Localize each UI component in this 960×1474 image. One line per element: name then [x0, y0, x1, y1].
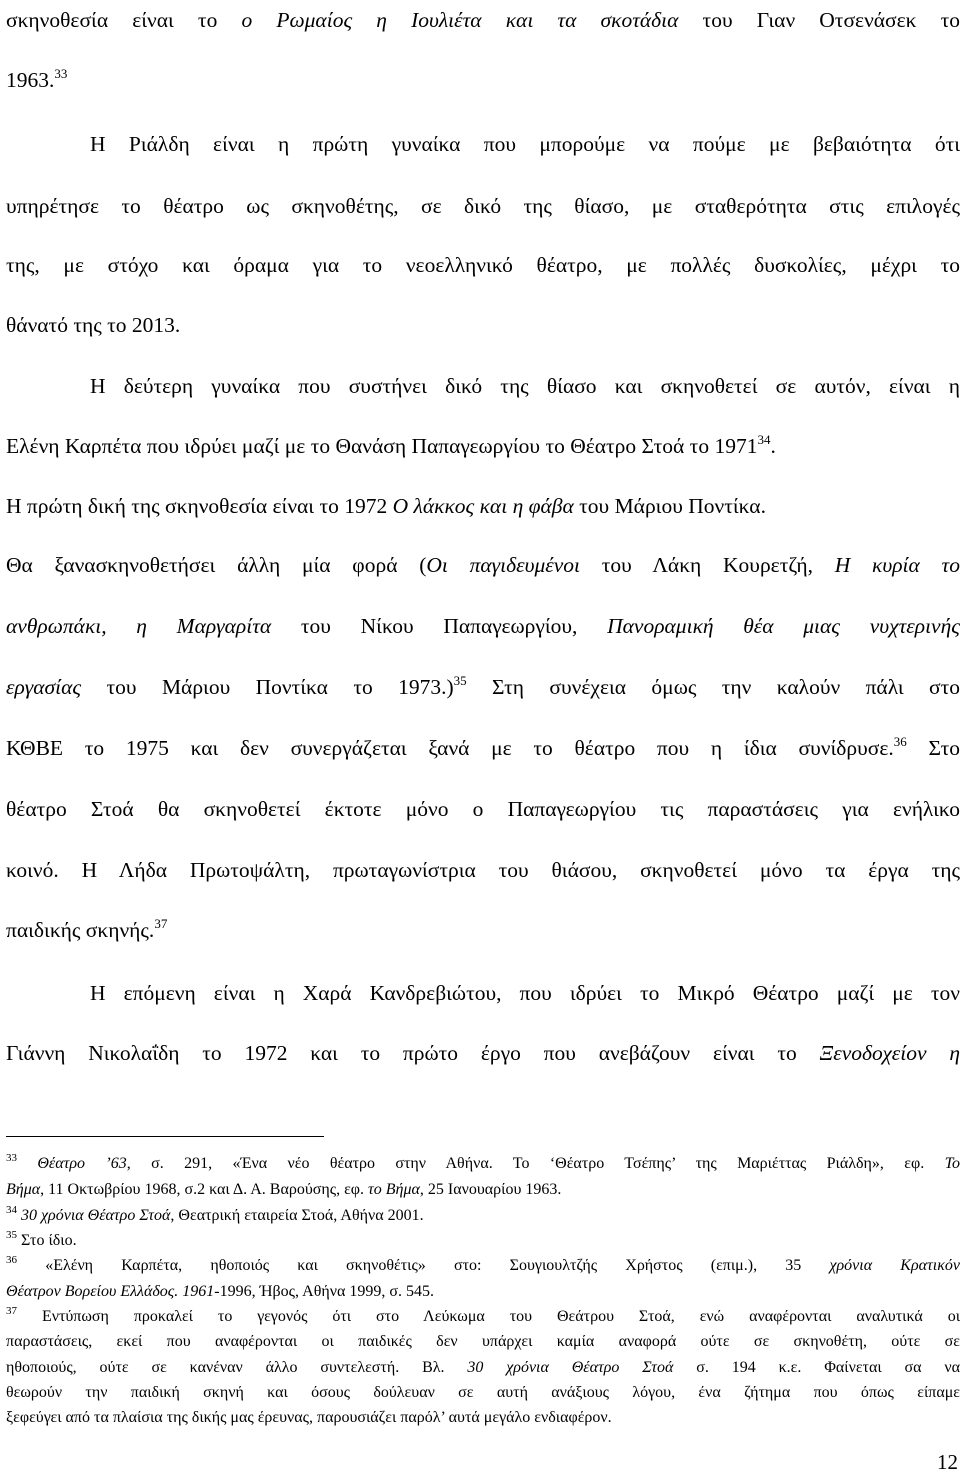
text-run: Εντύπωση προκαλεί το γεγονός ότι στο Λεύκωμα του Θεάτρου Στοά, ενώ αναφέρονται αναλυτικά οι	[41, 1308, 960, 1325]
paragraph-first-line: Η Ριάλδη είναι η πρώτη γυναίκα που μπορούμε να πούμε με βεβαιότητα ότι	[90, 132, 960, 156]
body-line	[6, 1043, 960, 1065]
text-run: σ. 194 κ.ε. Φαίνεται σα να	[673, 1359, 960, 1376]
footnote-ref[interactable]: 34	[757, 432, 771, 447]
text-run: 30 χρόνια Θέατρο Στοά	[21, 1207, 171, 1224]
body-line: θάνατό της το 2013.	[6, 313, 181, 337]
play-title: ανθρωπάκι, η Μαργαρίτα	[6, 614, 272, 638]
play-title: Πανοραμική θέα μιας νυχτερινής	[607, 614, 960, 638]
text-run: το Βήμα	[368, 1181, 420, 1198]
text-run: του Λάκη Κουρετζή,	[580, 553, 835, 577]
footnote-number: 36	[6, 1254, 17, 1266]
play-title: Η κυρία το	[834, 553, 960, 577]
footnote-number: 37	[6, 1305, 17, 1317]
body-line: υπηρέτησε το θέατρο ως σκηνοθέτης, σε δικό της θίασο, με σταθερότητα στις επιλογές	[6, 194, 960, 218]
footnote-33-cont	[6, 1182, 960, 1198]
text-run: ηθοποιούς, ούτε σε κανέναν άλλο συντελεστή. Βλ.	[6, 1359, 468, 1376]
text-run: Θέατρον Βορείου Ελλάδος. 1961	[6, 1283, 215, 1300]
text-run: Στο ίδιο.	[21, 1232, 77, 1249]
footnote-separator	[6, 1136, 324, 1137]
text-run: του Μάριου Ποντίκα.	[573, 494, 766, 518]
play-title: ο Ρωμαίος η Ιουλιέτα και τα σκοτάδια	[241, 8, 679, 32]
body-line	[6, 734, 960, 760]
body-line	[6, 673, 960, 699]
text-run: , Θεατρική εταιρεία Στοά, Αθήνα 2001.	[170, 1207, 424, 1224]
paragraph-first-line: Η επόμενη είναι η Χαρά Κανδρεβιώτου, που ιδρύει το Μικρό Θέατρο μαζί με τον	[90, 981, 960, 1005]
footnote-36	[6, 1254, 960, 1274]
play-title: εργασίας	[6, 675, 82, 699]
footnote-number: 33	[6, 1152, 17, 1164]
footnote-number: 35	[6, 1229, 17, 1241]
text-run: , 25 Ιανουαρίου 1963.	[419, 1181, 562, 1198]
text-run: παιδικής σκηνής.	[6, 918, 155, 942]
footnote-37-cont: θεωρούν την παιδική σκηνή και όσους δούλευαν σε αυτή ανάξιους λόγου, ένα ζήτημα που όπως είπαμε	[6, 1384, 960, 1401]
body-line: κοινό. Η Λήδα Πρωτοψάλτη, πρωταγωνίστρια του θιάσου, σκηνοθετεί μόνο τα έργα της	[6, 858, 960, 882]
footnote-37-cont: ξεφεύγει από τα πλαίσια της δικής μας έρευνας, παρουσιάζει παρόλ’ αυτά μεγάλο ενδιαφέρον.	[6, 1409, 612, 1426]
text-run: του Μάριου Ποντίκα το 1973.)	[81, 675, 454, 699]
body-line	[6, 616, 960, 638]
body-line	[6, 496, 960, 518]
footnote-37	[6, 1305, 960, 1325]
footnote-34	[6, 1204, 960, 1224]
text-run: Βήμα	[6, 1181, 41, 1198]
text-run: Το	[944, 1155, 960, 1172]
text-run: Στο	[906, 736, 960, 760]
footnote-ref[interactable]: 37	[154, 916, 168, 931]
text-run: , σ. 291, «Ένα νέο θέατρο στην Αθήνα. Το ‘Θέατρο Τσέπης’ της Μαριέττας Ριάλδη», εφ.	[126, 1155, 945, 1172]
footnote-ref[interactable]: 35	[453, 673, 467, 688]
text-run: -1996, Ήβος, Αθήνα 1999, σ. 545.	[214, 1283, 434, 1300]
body-line	[6, 916, 960, 942]
body-line	[6, 555, 960, 577]
footnote-37-cont	[6, 1360, 960, 1376]
text-run: Γιάννη Νικολαΐδη το 1972 και το πρώτο έργο που ανεβάζουν είναι το	[6, 1041, 820, 1065]
footnote-number: 34	[6, 1204, 17, 1216]
text-run: 30 χρόνια Θέατρο Στοά	[467, 1359, 674, 1376]
body-line	[6, 10, 960, 32]
footnote-36-cont	[6, 1284, 960, 1300]
footnote-33	[6, 1152, 960, 1172]
footnote-ref[interactable]: 33	[54, 66, 68, 81]
play-title: Ο λάκκος και η φάβα	[392, 494, 574, 518]
text-run: χρόνια Κρατικόν	[829, 1257, 960, 1274]
footnote-35	[6, 1229, 960, 1249]
text-run: .	[770, 434, 776, 458]
text-run: του Γιαν Οτσενάσεκ το	[678, 8, 960, 32]
text-run: 1963.	[6, 68, 55, 92]
text-run: Θέατρο ’63	[37, 1155, 127, 1172]
text-run: Θα ξανασκηνοθετήσει άλλη μία φορά (	[6, 553, 427, 577]
body-line	[6, 66, 960, 92]
text-run: Στη συνέχεια όμως την καλούν πάλι στο	[466, 675, 960, 699]
text-run: , 11 Οκτωβρίου 1968, σ.2 και Δ. Α. Βαρούσης, εφ.	[40, 1181, 369, 1198]
body-line: θέατρο Στοά θα σκηνοθετεί έκτοτε μόνο ο Παπαγεωργίου τις παραστάσεις για ενήλικο	[6, 797, 960, 821]
paragraph-first-line: Η δεύτερη γυναίκα που συστήνει δικό της θίασο και σκηνοθετεί σε αυτόν, είναι η	[90, 374, 960, 398]
footnote-37-cont: παραστάσεις, εκεί που αναφέρονται οι παιδικές δεν υπάρχει καμία αναφορά ούτε σε σκηνοθέτη, ούτε σε	[6, 1333, 960, 1350]
text-run: «Ελένη Καρπέτα, ηθοποιός και σκηνοθέτις» στο: Σουγιουλτζής Χρήστος (επιμ.), 35	[45, 1257, 830, 1274]
play-title: Οι παγιδευμένοι	[426, 553, 580, 577]
text-run: ΚΘΒΕ το 1975 και δεν συνεργάζεται ξανά με το θέατρο που η ίδια συνίδρυσε.	[6, 736, 894, 760]
page-number: 12	[937, 1450, 958, 1474]
text-run: Η πρώτη δική της σκηνοθεσία είναι το 1972	[6, 494, 393, 518]
body-line	[6, 432, 960, 458]
body-line: της, με στόχο και όραμα για το νεοελληνικό θέατρο, με πολλές δυσκολίες, μέχρι το	[6, 253, 960, 277]
text-run: σκηνοθεσία είναι το	[6, 8, 242, 32]
footnote-ref[interactable]: 36	[893, 734, 907, 749]
text-run: του Νίκου Παπαγεωργίου,	[271, 614, 608, 638]
play-title: Ξενοδοχείον η	[819, 1041, 960, 1065]
text-run: Ελένη Καρπέτα που ιδρύει μαζί με το Θανάση Παπαγεωργίου το Θέατρο Στοά το 1971	[6, 434, 758, 458]
